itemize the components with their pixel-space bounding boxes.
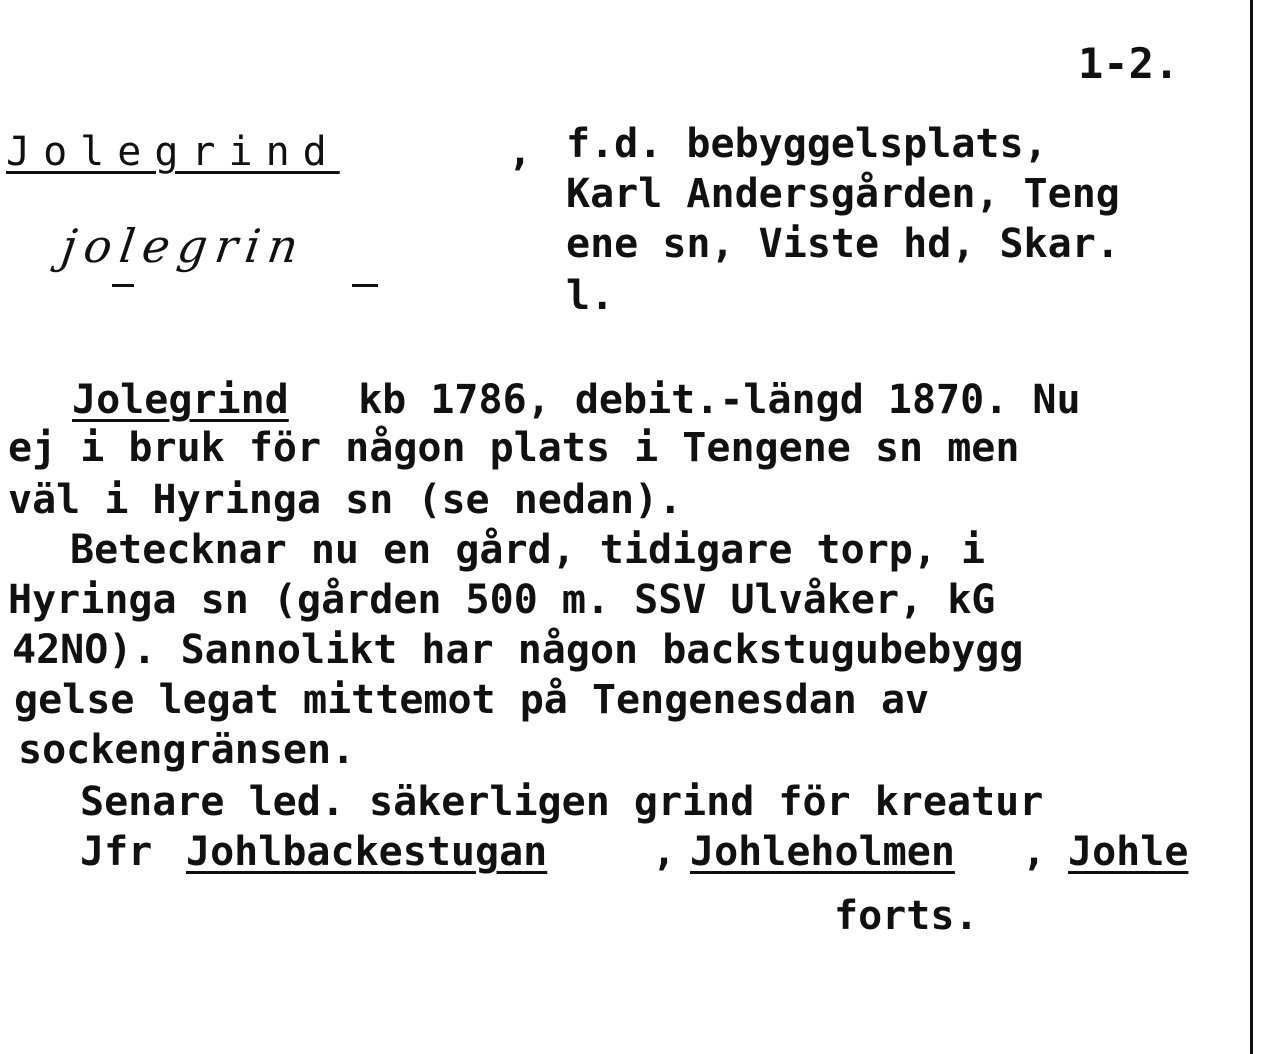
reference-separator: , — [652, 829, 677, 875]
paragraph-line: Hyringa sn (gården 500 m. SSV Ulvåker, kG — [8, 577, 996, 623]
paragraph-line: 42NO). Sannolikt har någon backstugubebygg — [12, 627, 1024, 673]
see-also-prefix: Jfr — [80, 829, 177, 875]
card-number: 1-2. — [1078, 39, 1180, 88]
description-line: l. — [566, 273, 615, 319]
description-line: Karl Andersgården, Teng — [566, 171, 1120, 217]
paragraph-line: Betecknar nu en gård, tidigare torp, i — [70, 527, 986, 573]
cross-reference: Johleholmen — [690, 829, 955, 875]
underlined-name: Jolegrind — [72, 377, 289, 423]
pronunciation-mark — [352, 284, 378, 287]
continued-note: forts. — [834, 893, 979, 939]
paragraph-line: väl i Hyringa sn (se nedan). — [8, 477, 683, 523]
cross-reference: Johle — [1068, 829, 1189, 875]
paragraph-line: gelse legat mittemot på Tengenesdan av — [14, 677, 930, 723]
paragraph-line: kb 1786, debit.-längd 1870. Nu — [334, 377, 1081, 423]
pronunciation-mark — [112, 284, 134, 287]
description-line: ene sn, Viste hd, Skar. — [566, 221, 1120, 267]
headword: Jolegrind — [6, 129, 340, 175]
paragraph-line: Senare led. säkerligen grind för kreatur — [80, 779, 1044, 825]
description-line: f.d. bebyggelsplats, — [566, 121, 1048, 167]
paragraph-line: ej i bruk för någon plats i Tengene sn men — [8, 425, 1020, 471]
card-edge-line — [1250, 0, 1253, 1054]
cross-reference: Johlbackestugan — [186, 829, 548, 875]
headword-comma: , — [508, 129, 533, 175]
handwritten-pronunciation: jolegrin — [58, 219, 310, 273]
reference-separator: , — [1022, 829, 1047, 875]
paragraph-line: sockengränsen. — [18, 727, 356, 773]
